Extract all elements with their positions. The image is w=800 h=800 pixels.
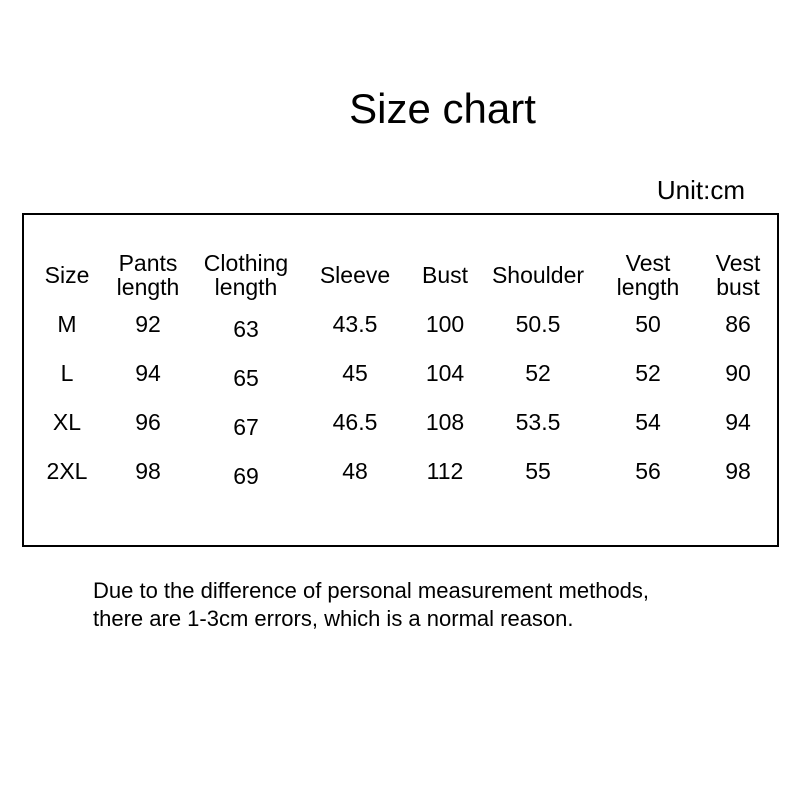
table-cell: 104 <box>425 360 465 386</box>
table-cell: 65 <box>233 365 259 391</box>
table-cell: 52 <box>635 360 661 386</box>
table-cell: L <box>60 360 74 386</box>
table-cell: 67 <box>233 414 259 440</box>
header-line: Bust <box>421 262 469 288</box>
table-cell: 50.5 <box>515 311 561 337</box>
header-line: Pants <box>118 250 178 276</box>
table-cell: 98 <box>135 458 161 484</box>
header-line: length <box>116 274 180 300</box>
header-shoulder <box>492 263 584 287</box>
table-cell: 50 <box>635 311 661 337</box>
page-title: Size chart <box>349 85 536 132</box>
header-vest-length <box>617 251 680 299</box>
table-cell: M <box>57 311 77 337</box>
table-cell: 94 <box>135 360 161 386</box>
table-cell: 45 <box>342 360 368 386</box>
table-cell: 52 <box>525 360 551 386</box>
table-cell: 2XL <box>46 458 88 484</box>
table-cell: 98 <box>725 458 751 484</box>
table-cell: 69 <box>233 463 259 489</box>
disclaimer-line-2: there are 1-3cm errors, which is a normal reason. <box>93 606 574 631</box>
table-cell: 108 <box>425 409 465 435</box>
table-cell: 55 <box>525 458 551 484</box>
table-cell: 46.5 <box>332 409 378 435</box>
header-line: Size <box>44 262 90 288</box>
table-cell: 92 <box>135 311 161 337</box>
header-line: bust <box>716 274 760 300</box>
header-sleeve <box>320 263 390 287</box>
table-cell: 86 <box>725 311 751 337</box>
table-cell: 112 <box>426 458 464 484</box>
disclaimer-note <box>93 577 649 633</box>
table-cell: 90 <box>725 360 751 386</box>
header-line: Vest <box>715 250 761 276</box>
header-bust <box>422 263 468 287</box>
table-cell: 48 <box>342 458 368 484</box>
table-cell: XL <box>52 409 82 435</box>
table-cell: 63 <box>233 316 259 342</box>
table-cell: 94 <box>725 409 751 435</box>
header-vest-bust <box>716 251 761 299</box>
disclaimer-line-1: Due to the difference of personal measurement methods, <box>93 578 650 603</box>
table-cell: 54 <box>635 409 661 435</box>
header-line: length <box>214 274 278 300</box>
header-line: Shoulder <box>491 262 585 288</box>
header-line: Vest <box>625 250 671 276</box>
header-clothing-length <box>204 251 288 299</box>
header-line: Sleeve <box>319 262 391 288</box>
table-cell: 96 <box>135 409 161 435</box>
unit-label: Unit:cm <box>656 175 745 205</box>
header-line: length <box>616 274 680 300</box>
table-cell: 56 <box>635 458 661 484</box>
header-line: Clothing <box>203 250 289 276</box>
size-table <box>22 213 779 547</box>
table-cell: 100 <box>425 311 465 337</box>
header-pants-length <box>117 251 180 299</box>
header-size <box>45 263 90 287</box>
table-cell: 43.5 <box>332 311 378 337</box>
table-cell: 53.5 <box>515 409 561 435</box>
